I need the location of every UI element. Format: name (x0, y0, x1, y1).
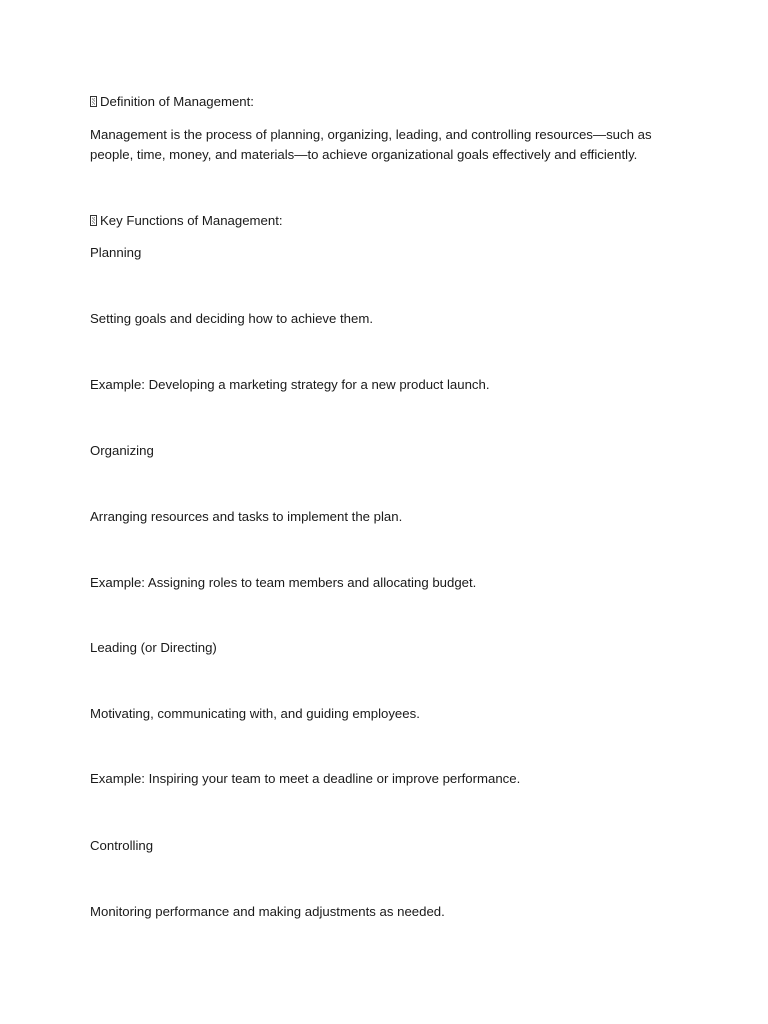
function-name-planning: Planning (90, 245, 142, 260)
function-example-organizing: Example: Assigning roles to team members and allocating budget. (90, 575, 477, 590)
function-example-leading: Example: Inspiring your team to meet a deadline or improve performance. (90, 771, 521, 786)
function-name-controlling: Controlling (90, 838, 154, 853)
definition-heading (90, 92, 690, 112)
missing-glyph-icon (90, 215, 97, 226)
functions-heading-text: Key Functions of Management: (100, 213, 283, 228)
definition-heading-text: Definition of Management: (100, 94, 254, 109)
definition-paragraph: Management is the process of planning, organizing, leading, and controlling resources—such as people, time, money, and materials—to achieve organizational goals effectively and efficiently. (90, 127, 652, 162)
missing-glyph-icon (90, 96, 97, 107)
function-example-planning: Example: Developing a marketing strategy for a new product launch. (90, 377, 490, 392)
function-description-leading: Motivating, communicating with, and guiding employees. (90, 706, 420, 721)
function-description-controlling: Monitoring performance and making adjustments as needed. (90, 904, 445, 919)
function-name-organizing: Organizing (90, 443, 154, 458)
function-description-planning: Setting goals and deciding how to achieve them. (90, 311, 373, 326)
function-name-leading: Leading (or Directing) (90, 640, 217, 655)
function-description-organizing: Arranging resources and tasks to implement the plan. (90, 509, 403, 524)
functions-heading (90, 211, 690, 231)
